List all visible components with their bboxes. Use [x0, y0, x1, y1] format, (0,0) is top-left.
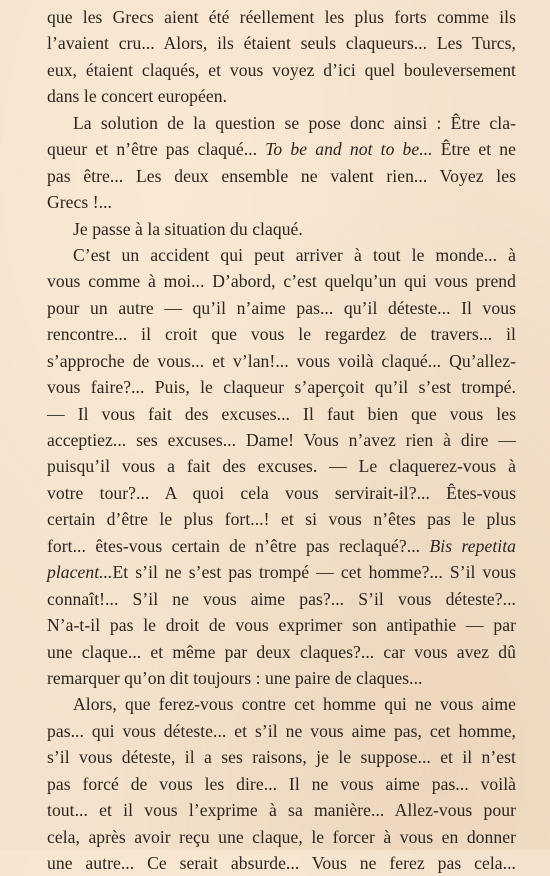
text-line: acceptiez... ses excuses... Dame! Vous n’avez rien à dire —: [47, 430, 516, 450]
text-line: une autre... Ce serait absurde... Vous ne ferez pas cela...: [47, 853, 516, 873]
italic-quote: To be and not to be...: [265, 139, 433, 160]
text-line: dans le concert européen.: [47, 86, 228, 107]
text-line: Je passe à la situation du claqué.: [73, 218, 303, 239]
text-line: eux, étaient claqués, et vous voyez d’ici quel bouleversement: [47, 59, 516, 80]
text-fragment: fort... êtes-vous certain de n’être pas reclaqué?...: [47, 535, 430, 556]
text-line: vous faire?... Puis, le claqueur s’aperçoit qu’il s’est trompé.: [47, 377, 516, 398]
text-fragment: Être et ne: [432, 139, 516, 160]
text-line: s’approche de vous... et v’lan!... vous voilà claqué... Qu’allez-: [47, 350, 516, 371]
text-fragment: Et s’il ne s’est pas trompé — cet homme?... S’il vous: [112, 562, 516, 583]
text-line: pour un autre — qu’il n’aime pas... qu’il déteste... Il vous: [47, 297, 516, 318]
text-line: Grecs !...: [47, 192, 112, 213]
text-line: puisqu’il vous a fait des excuses. — Le claquerez-vous à: [47, 456, 516, 477]
text-fragment: queur et n’être pas claqué...: [47, 139, 266, 160]
text-line: [47, 559, 516, 585]
text-line: votre tour?... A quoi cela vous servirait-il?... Êtes-vous: [47, 482, 516, 503]
text-line: connaît!... S’il ne vous aime pas?... S’il vous déteste?...: [47, 588, 516, 609]
text-line: Alors, que ferez-vous contre cet homme qui ne vous aime: [73, 694, 516, 715]
text-line: rencontre... il croit que vous le regardez de travers... il: [47, 324, 516, 345]
text-line: La solution de la question se pose donc ainsi : Être cla-: [73, 112, 516, 133]
text-line: pas... qui vous déteste... et s’il ne vous aime pas, cet homme,: [47, 720, 516, 741]
text-line: l’avaient cru... Alors, ils étaient seuls claqueurs... Les Turcs,: [47, 33, 516, 54]
text-line: [47, 533, 516, 559]
text-line: vous comme à moi... D’abord, c’est quelqu’un qui vous prend: [47, 271, 516, 292]
text-line: certain d’être le plus fort...! et si vous n’êtes pas le plus: [47, 509, 516, 530]
text-line: pas forcé de vous les dire... Il ne vous aime pas... voilà: [47, 773, 516, 794]
italic-quote: placent...: [47, 562, 113, 583]
text-line: — Il vous fait des excuses... Il faut bien que vous les: [47, 403, 516, 424]
text-line: que les Grecs aient été réellement les plus forts comme ils: [47, 7, 516, 27]
text-line: tout... et il vous l’exprime à sa manière... Allez-vous pour: [47, 800, 516, 821]
text-line: une claque... et même par deux claques?... car vous avez dû: [47, 641, 516, 662]
text-line: [47, 136, 516, 162]
text-line: remarquer qu’on dit toujours : une paire de claques...: [47, 667, 423, 688]
italic-quote: Bis repetita: [429, 535, 516, 556]
text-line: N’a-t-il pas le droit de vous exprimer son antipathie — par: [47, 615, 516, 636]
text-line: C’est un accident qui peut arriver à tout le monde... à: [73, 244, 516, 265]
text-line: cela, après avoir reçu une claque, le forcer à vous en donner: [47, 826, 516, 847]
text-line: pas être... Les deux ensemble ne valent rien... Voyez les: [47, 165, 516, 186]
text-line: s’il vous déteste, il a ses raisons, je le suppose... et il n’est: [47, 747, 516, 768]
